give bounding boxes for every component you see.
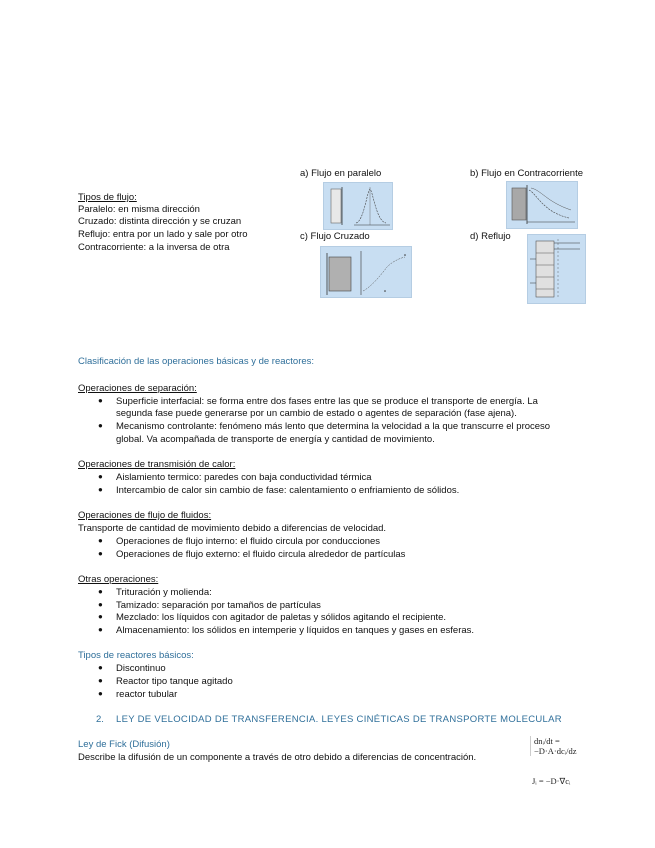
other-item: Tamizado: separación por tamaños de partículas — [116, 600, 321, 611]
bullet-icon: ● — [98, 472, 103, 481]
bullet-icon: ● — [98, 676, 103, 685]
separation-item-1: Superficie interfacial: se forma entre dos fases entre las que se produce el transporte de energía. La — [116, 396, 538, 407]
other-item: Mezclado: los líquidos con agitador de paletas y sólidos agitando el recipiente. — [116, 612, 447, 623]
fick-flux-formula: Jᵢ = −D·∇cᵢ — [532, 776, 571, 786]
parallel-flow-diagram — [323, 182, 393, 230]
flow-type-line: Cruzado: distinta dirección y se cruzan — [78, 216, 242, 227]
separation-item-1-cont: segunda fase puede generarse por un cambio de estado o agentes de separación (fase ajena). — [116, 408, 517, 419]
fluid-title: Operaciones de flujo de fluidos: — [78, 510, 212, 521]
other-title: Otras operaciones: — [78, 574, 159, 585]
fluid-item: Operaciones de flujo interno: el fluido circula por conducciones — [116, 536, 381, 547]
other-item: Almacenamiento: los sólidos en intemperie y líquidos en tanques y gases en esferas. — [116, 625, 475, 636]
bullet-icon: ● — [98, 689, 103, 698]
separation-item-2: Mecanismo controlante: fenómeno más lento que determina la velocidad a la que transcurre el proceso — [116, 421, 551, 432]
figure-label-c: c) Flujo Cruzado — [300, 231, 370, 242]
bullet-icon: ● — [98, 485, 103, 494]
fick-heading: Ley de Fick (Difusión) — [78, 739, 170, 750]
reactors-heading: Tipos de reactores básicos: — [78, 650, 194, 661]
reactor-item: reactor tubular — [116, 689, 178, 700]
other-item: Trituración y molienda: — [116, 587, 212, 598]
bullet-icon: ● — [98, 549, 103, 558]
section-title: LEY DE VELOCIDAD DE TRANSFERENCIA. LEYES CINÉTICAS DE TRANSPORTE MOLECULAR — [116, 714, 562, 725]
flow-types-title: Tipos de flujo: — [78, 192, 137, 203]
bullet-icon: ● — [98, 587, 103, 596]
figure-label-d: d) Reflujo — [470, 231, 511, 242]
reactor-item: Discontinuo — [116, 663, 166, 674]
reflux-diagram — [527, 234, 586, 304]
flow-type-line: Contracorriente: a la inversa de otra — [78, 242, 230, 253]
flow-type-line: Paralelo: en misma dirección — [78, 204, 200, 215]
heat-title: Operaciones de transmisión de calor: — [78, 459, 236, 470]
section-number: 2. — [96, 714, 104, 725]
countercurrent-flow-diagram — [506, 181, 578, 229]
fluid-item: Operaciones de flujo externo: el fluido circula alrededor de partículas — [116, 549, 406, 560]
flow-type-line: Reflujo: entra por un lado y sale por otro — [78, 229, 248, 240]
heat-item: Aislamiento termico: paredes con baja conductividad térmica — [116, 472, 372, 483]
fick-text: Describe la difusión de un componente a través de otro debido a diferencias de concentración. — [78, 752, 477, 763]
fick-formula: dnᵢ/dt = −D·A·dcᵢ/dz — [530, 736, 604, 756]
bullet-icon: ● — [98, 396, 103, 405]
classification-heading: Clasificación de las operaciones básicas y de reactores: — [78, 356, 315, 367]
bullet-icon: ● — [98, 663, 103, 672]
bullet-icon: ● — [98, 600, 103, 609]
heat-item: Intercambio de calor sin cambio de fase: calentamiento o enfriamiento de sólidos. — [116, 485, 460, 496]
bullet-icon: ● — [98, 536, 103, 545]
figure-label-a: a) Flujo en paralelo — [300, 168, 382, 179]
figure-label-b: b) Flujo en Contracorriente — [470, 168, 583, 179]
crossflow-diagram — [320, 246, 412, 298]
bullet-icon: ● — [98, 612, 103, 621]
bullet-icon: ● — [98, 421, 103, 430]
fluid-intro: Transporte de cantidad de movimiento debido a diferencias de velocidad. — [78, 523, 387, 534]
separation-item-2-cont: global. Va acompañada de transporte de energía y cantidad de movimiento. — [116, 434, 435, 445]
reactor-item: Reactor tipo tanque agitado — [116, 676, 233, 687]
bullet-icon: ● — [98, 625, 103, 634]
separation-title: Operaciones de separación: — [78, 383, 197, 394]
